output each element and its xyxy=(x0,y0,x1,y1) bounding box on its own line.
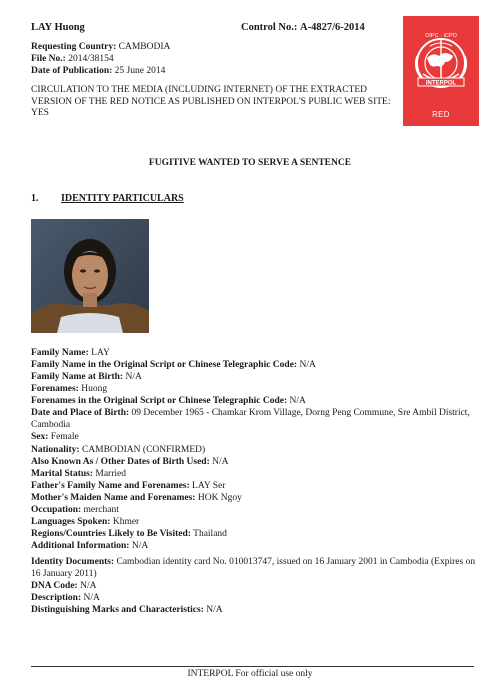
identity-row xyxy=(31,383,476,395)
identity-row xyxy=(31,580,476,592)
languages-label: Languages Spoken: xyxy=(31,516,111,527)
occupation-value: merchant xyxy=(83,504,119,515)
identity-row xyxy=(31,371,476,383)
identity-row xyxy=(31,444,476,456)
marital-status-value: Married xyxy=(95,468,126,479)
nationality-label: Nationality: xyxy=(31,444,80,455)
requesting-country-value: CAMBODIA xyxy=(118,42,171,52)
mother-name-value: HOK Ngoy xyxy=(197,492,242,503)
notice-subtitle: FUGITIVE WANTED TO SERVE A SENTENCE xyxy=(148,158,352,168)
section-number: 1. xyxy=(31,193,39,204)
nationality-value: CAMBODIAN (CONFIRMED) xyxy=(81,444,206,455)
description-label: Description: xyxy=(31,593,82,604)
identity-row xyxy=(31,468,476,480)
file-no-row xyxy=(31,54,170,66)
identity-row xyxy=(31,347,476,359)
control-number-value: A-4827/6-2014 xyxy=(300,22,365,33)
forenames-original-script-value: N/A xyxy=(289,396,306,407)
sex-label: Sex: xyxy=(31,432,49,443)
media-circulation-statement xyxy=(31,85,391,120)
distinguishing-marks-value: N/A xyxy=(206,605,223,616)
interpol-red-logo xyxy=(403,16,479,126)
family-name-at-birth-label: Family Name at Birth: xyxy=(31,372,124,383)
identity-row xyxy=(31,395,476,407)
file-no-value: 2014/38154 xyxy=(68,53,114,64)
subject-photo xyxy=(31,219,149,333)
identity-row xyxy=(31,504,476,516)
publication-date-row xyxy=(31,66,170,78)
identity-row xyxy=(31,431,476,443)
occupation-label: Occupation: xyxy=(31,504,82,515)
family-name-label: Family Name: xyxy=(31,348,89,358)
logo-band-text: INTERPOL xyxy=(425,80,457,87)
family-name-at-birth-value: N/A xyxy=(125,372,142,383)
identity-row xyxy=(31,456,476,468)
forenames-original-script-label: Forenames in the Original Script or Chinese Telegraphic Code: xyxy=(31,396,288,407)
notice-meta xyxy=(31,42,170,78)
identity-row xyxy=(31,540,476,552)
aliases-label: Also Known As / Other Dates of Birth Used: xyxy=(31,456,210,467)
identity-documents-label: Identity Documents: xyxy=(31,557,115,567)
dna-code-value: N/A xyxy=(80,581,97,592)
forenames-value: Huong xyxy=(81,384,108,395)
identity-row xyxy=(31,556,476,580)
section-heading xyxy=(31,193,184,206)
identity-documents-block xyxy=(31,556,476,616)
father-name-label: Father's Family Name and Forenames: xyxy=(31,480,190,491)
regions-label: Regions/Countries Likely to Be Visited: xyxy=(31,528,191,539)
interpol-emblem-icon xyxy=(403,16,479,112)
control-number xyxy=(241,21,365,34)
identity-row xyxy=(31,528,476,540)
marital-status-label: Marital Status: xyxy=(31,468,94,479)
footer-notice: INTERPOL For official use only xyxy=(187,669,313,679)
sex-value: Female xyxy=(50,432,79,443)
dna-code-label: DNA Code: xyxy=(31,581,78,592)
subject-name-header: LAY Huong xyxy=(31,22,85,33)
file-no-label: File No.: xyxy=(31,53,66,64)
identity-row xyxy=(31,480,476,492)
family-name-original-script-label: Family Name in the Original Script or Chinese Telegraphic Code: xyxy=(31,360,298,371)
family-name-original-script-value: N/A xyxy=(299,360,316,371)
father-name-value: LAY Ser xyxy=(192,480,226,491)
circulation-value: YES xyxy=(31,108,49,119)
family-name-value: LAY xyxy=(91,348,110,358)
identity-row xyxy=(31,516,476,528)
publication-date-label: Date of Publication: xyxy=(31,65,113,76)
aliases-value: N/A xyxy=(212,456,229,467)
circulation-text: CIRCULATION TO THE MEDIA (INCLUDING INTERNET) OF THE EXTRACTED VERSION OF THE RED NOTICE AS PUBLISHED ON INTERPOL'S PUBLIC WEB SITE: xyxy=(31,85,391,107)
date-place-of-birth-value: 09 December 1965 - Chamkar Krom Village, Dorng Peng Commune, Sre Ambil District, Cambodia xyxy=(31,408,470,431)
control-number-label: Control No.: xyxy=(241,22,298,33)
identity-row xyxy=(31,604,476,616)
languages-value: Khmer xyxy=(112,516,140,527)
additional-info-value: N/A xyxy=(131,541,149,551)
requesting-country-row xyxy=(31,42,170,54)
publication-date-value: 25 June 2014 xyxy=(114,65,166,76)
requesting-country-label: Requesting Country: xyxy=(31,42,117,52)
identity-row xyxy=(31,359,476,371)
identity-row xyxy=(31,492,476,504)
date-place-of-birth-label: Date and Place of Birth: xyxy=(31,408,130,419)
identity-documents-value: Cambodian identity card No. 010013747, issued on 16 January 2001 in Cambodia (Expires on 16 January 2011) xyxy=(31,557,476,580)
forenames-label: Forenames: xyxy=(31,384,79,395)
footer-divider xyxy=(31,666,474,667)
regions-value: Thailand xyxy=(193,528,227,539)
description-value: N/A xyxy=(83,593,100,604)
logo-ring-text: OIPC · ICPO xyxy=(425,33,457,39)
notice-color-label: RED xyxy=(432,110,450,119)
identity-row xyxy=(31,407,476,431)
additional-info-label: Additional Information: xyxy=(31,541,130,551)
distinguishing-marks-label: Distinguishing Marks and Characteristics: xyxy=(31,605,204,616)
mother-name-label: Mother's Maiden Name and Forenames: xyxy=(31,492,196,503)
identity-particulars xyxy=(31,347,476,552)
identity-row xyxy=(31,592,476,604)
section-title: IDENTITY PARTICULARS xyxy=(61,193,184,204)
